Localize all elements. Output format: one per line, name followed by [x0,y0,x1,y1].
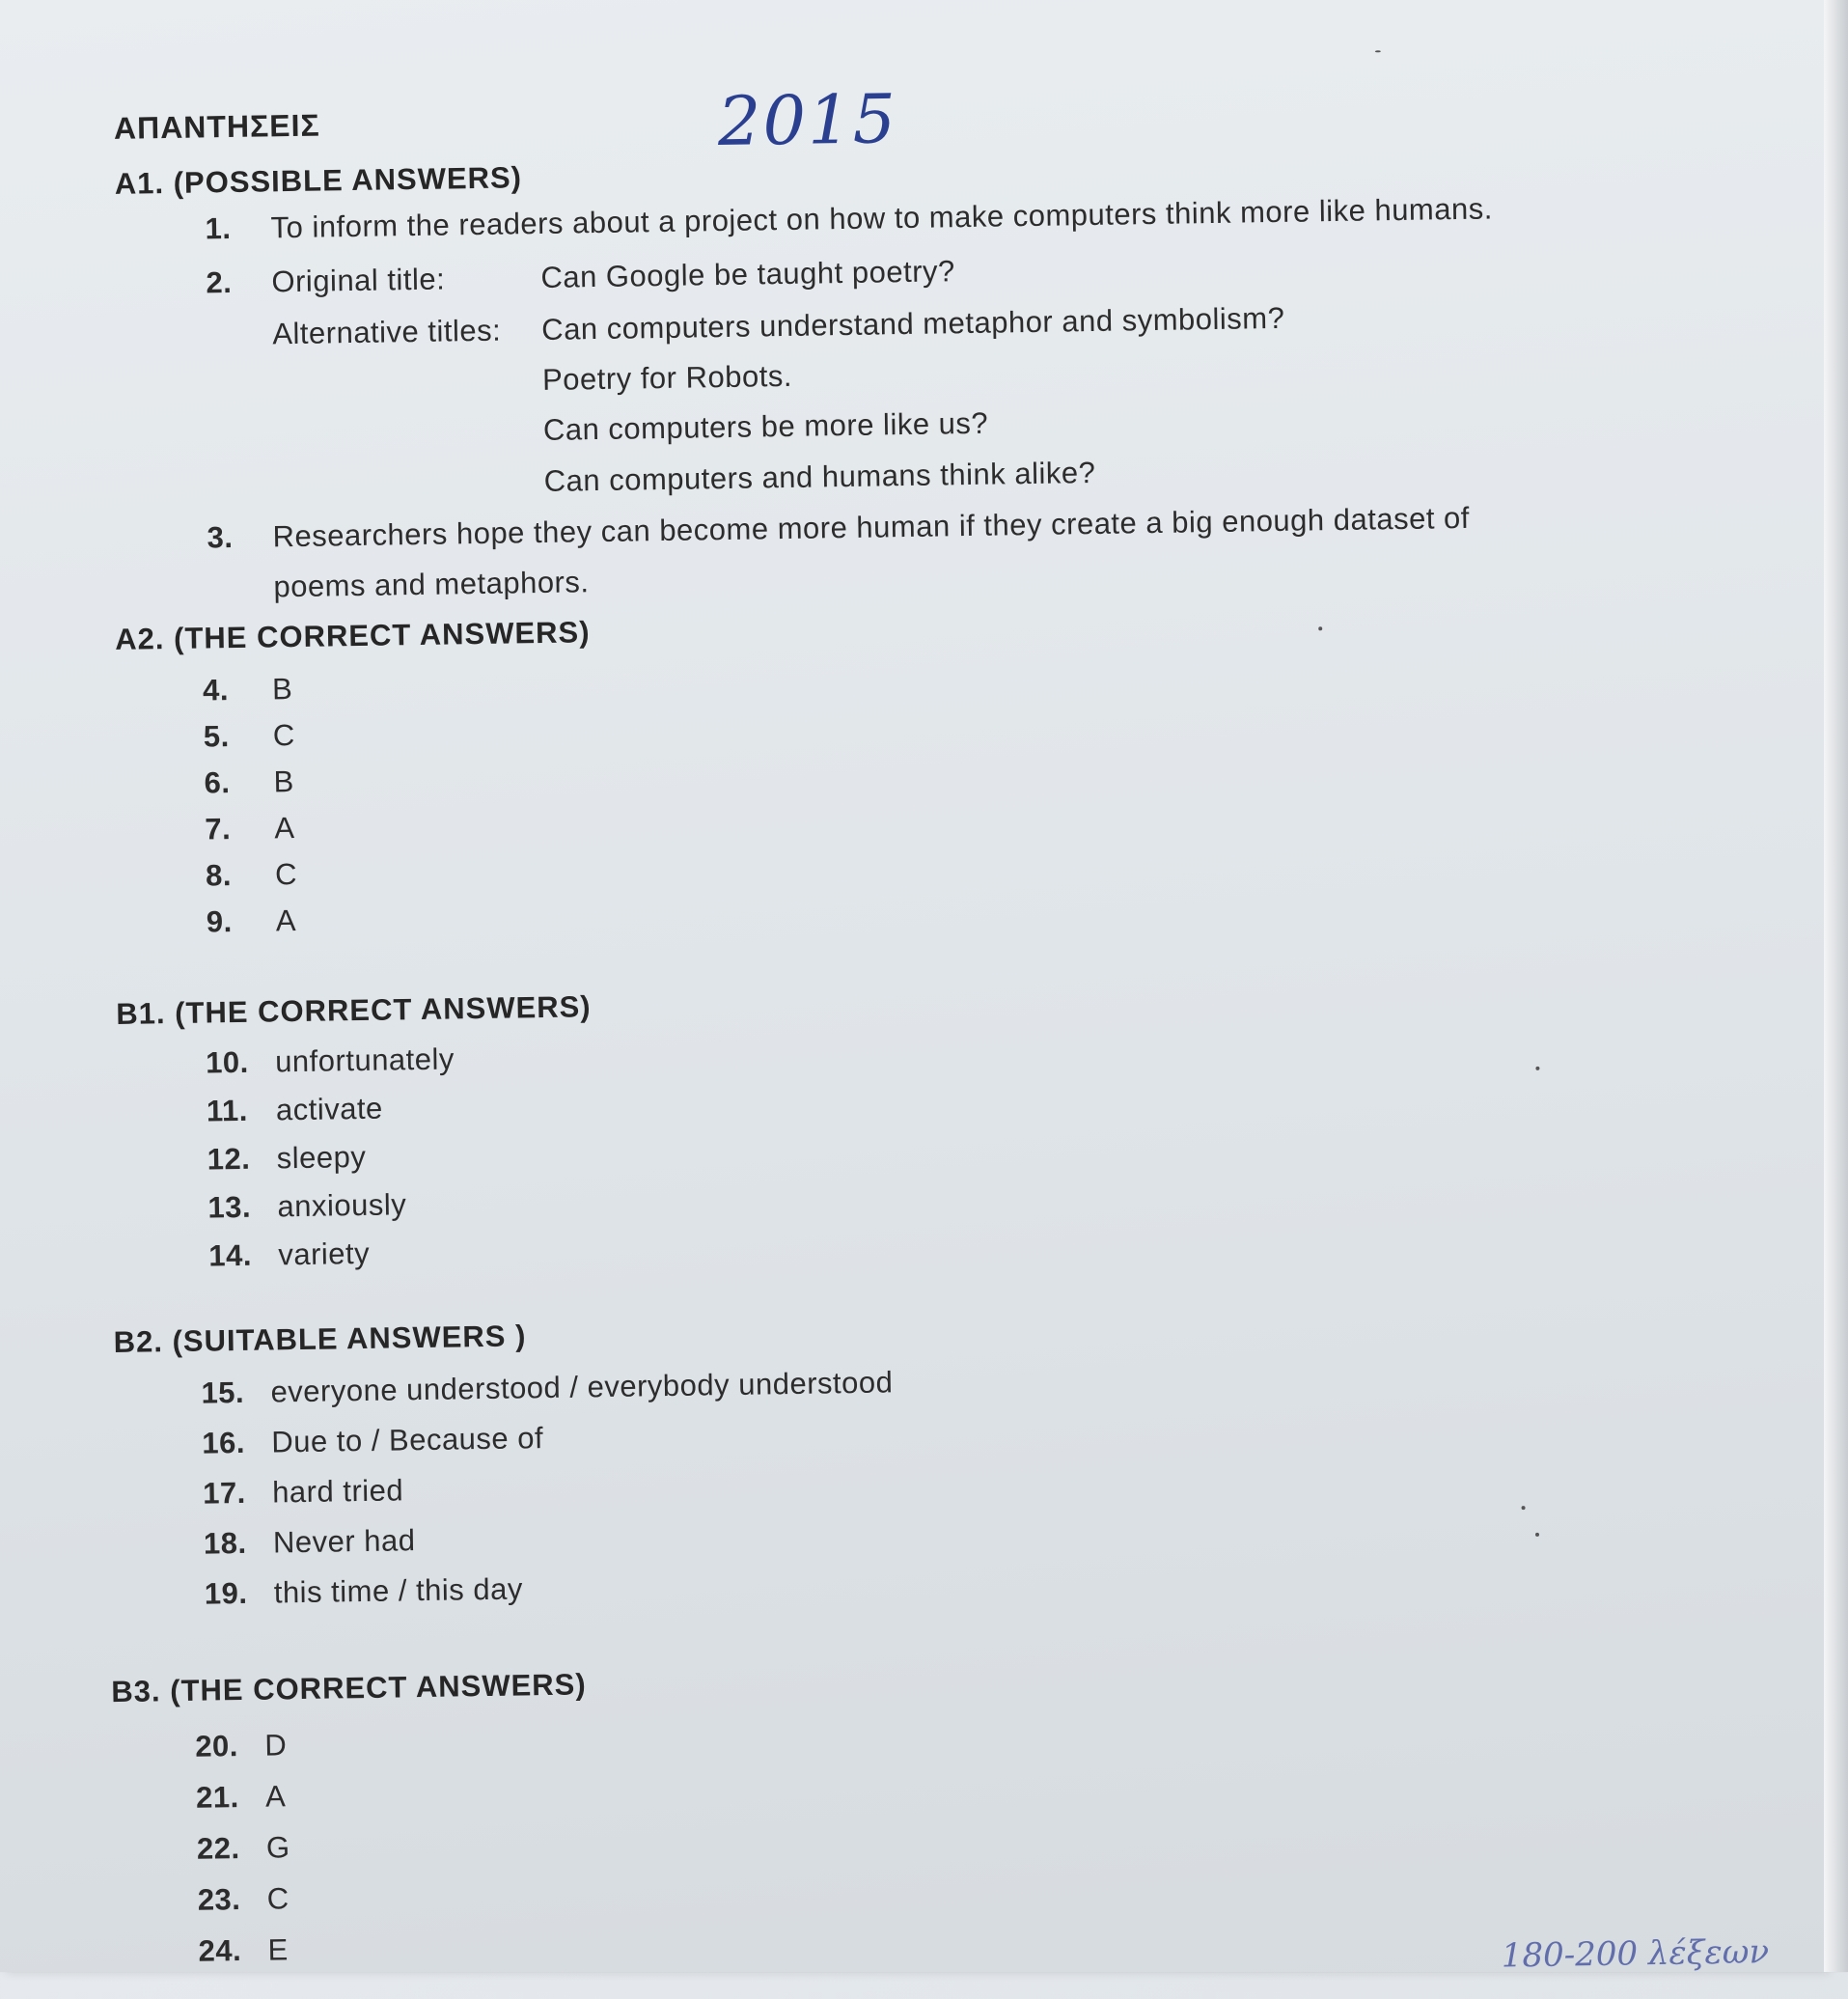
b1-item [206,1041,455,1080]
alternative-titles-label: Alternative titles: [272,313,502,351]
item-answer: C [266,1881,290,1916]
item-text: To inform the readers about a project on how to make computers think more like humans. [270,191,1494,245]
a1-item-3-continued: poems and metaphors. [273,565,590,604]
scan-speck [1522,1506,1526,1510]
b2-item [204,1523,416,1561]
item-number: 9. [206,904,233,939]
b2-item [203,1473,404,1511]
item-answer: B [273,764,295,799]
scan-speck [1318,626,1322,630]
alternative-title: Can computers be more like us? [542,405,989,447]
a1-item-3 [207,501,1470,556]
item-answer: Never had [272,1523,416,1560]
item-answer: G [265,1830,290,1865]
page-title: ΑΠΑΝΤΗΣΕΙΣ [113,107,320,146]
item-number: 21. [195,1780,239,1815]
b1-item [208,1236,370,1274]
alternative-title: Poetry for Robots. [541,358,793,397]
b1-item [207,1187,406,1225]
b2-item [205,1571,524,1611]
scan-speck [1535,1533,1539,1537]
item-number: 18. [203,1525,247,1561]
item-answer: E [267,1932,290,1967]
item-answer: A [264,1779,287,1814]
item-answer: sleepy [276,1139,367,1176]
item-answer: A [275,903,297,938]
b2-item [201,1365,893,1410]
item-number: 8. [205,858,233,893]
item-answer: hard tried [271,1473,404,1510]
scan-speck [1375,50,1381,52]
a2-item [204,764,294,800]
b3-item [197,1830,290,1867]
item-answer: this time / this day [273,1571,524,1610]
handwritten-year: 2015 [717,79,898,162]
item-text: Researchers hope they can become more human if they create a big enough dataset of [272,500,1471,554]
item-number: 2. [206,264,233,300]
item-answer: A [274,811,295,846]
section-b1-heading: B1. (THE CORRECT ANSWERS) [116,989,592,1031]
item-number: 10. [205,1044,250,1080]
a2-item [207,903,297,939]
item-answer: Due to / Because of [271,1421,544,1459]
section-b2-heading: B2. (SUITABLE ANSWERS ) [113,1319,527,1360]
item-number: 15. [201,1374,245,1410]
section-a1-heading: A1. (POSSIBLE ANSWERS) [114,160,523,201]
item-number: 12. [207,1141,251,1177]
original-title: Can Google be taught poetry? [540,254,956,294]
a2-item [203,672,293,708]
item-number: 1. [205,210,232,246]
b1-item [207,1140,366,1178]
b3-item [195,1728,287,1763]
item-number: 11. [206,1093,249,1128]
alternative-title: Can computers and humans think alike? [543,455,1096,498]
b3-item [196,1779,287,1815]
a1-item-2 [206,263,445,301]
item-number: 20. [195,1729,239,1763]
item-answer: variety [278,1235,371,1272]
a1-item-1 [205,191,1493,246]
item-answer: B [271,672,293,707]
b1-item [207,1092,383,1129]
item-number: 19. [204,1575,248,1611]
a2-item [204,718,295,754]
handwritten-note: 180-200 λέξεων [1501,1932,1770,1976]
item-number: 22. [196,1831,240,1866]
section-b3-heading: B3. (THE CORRECT ANSWERS) [111,1667,587,1709]
item-number: 4. [202,673,230,708]
item-number: 24. [198,1933,242,1968]
item-answer: D [263,1728,288,1763]
b2-item [202,1421,543,1461]
item-answer: C [274,856,298,892]
a2-item [206,857,297,893]
item-answer: anxiously [277,1187,407,1224]
item-number: 3. [207,519,234,555]
item-number: 17. [202,1475,247,1511]
alternative-title: Can computers understand metaphor and symbolism? [540,300,1285,347]
item-number: 23. [197,1882,241,1917]
item-answer: C [272,718,296,753]
item-number: 14. [208,1237,253,1273]
item-number: 5. [203,719,230,754]
item-answer: activate [275,1091,384,1127]
item-answer: everyone understood / everybody understood [270,1365,894,1409]
item-number: 16. [202,1425,246,1460]
item-answer: unfortunately [274,1041,455,1079]
section-a2-heading: A2. (THE CORRECT ANSWERS) [114,615,591,656]
scan-speck [1535,1067,1539,1070]
item-number: 7. [205,812,232,847]
b3-item [198,1932,289,1968]
item-number: 6. [204,765,231,800]
a2-item [205,811,295,847]
b3-item [198,1881,290,1917]
item-number: 13. [207,1189,252,1225]
original-title-label: Original title: [271,262,446,299]
